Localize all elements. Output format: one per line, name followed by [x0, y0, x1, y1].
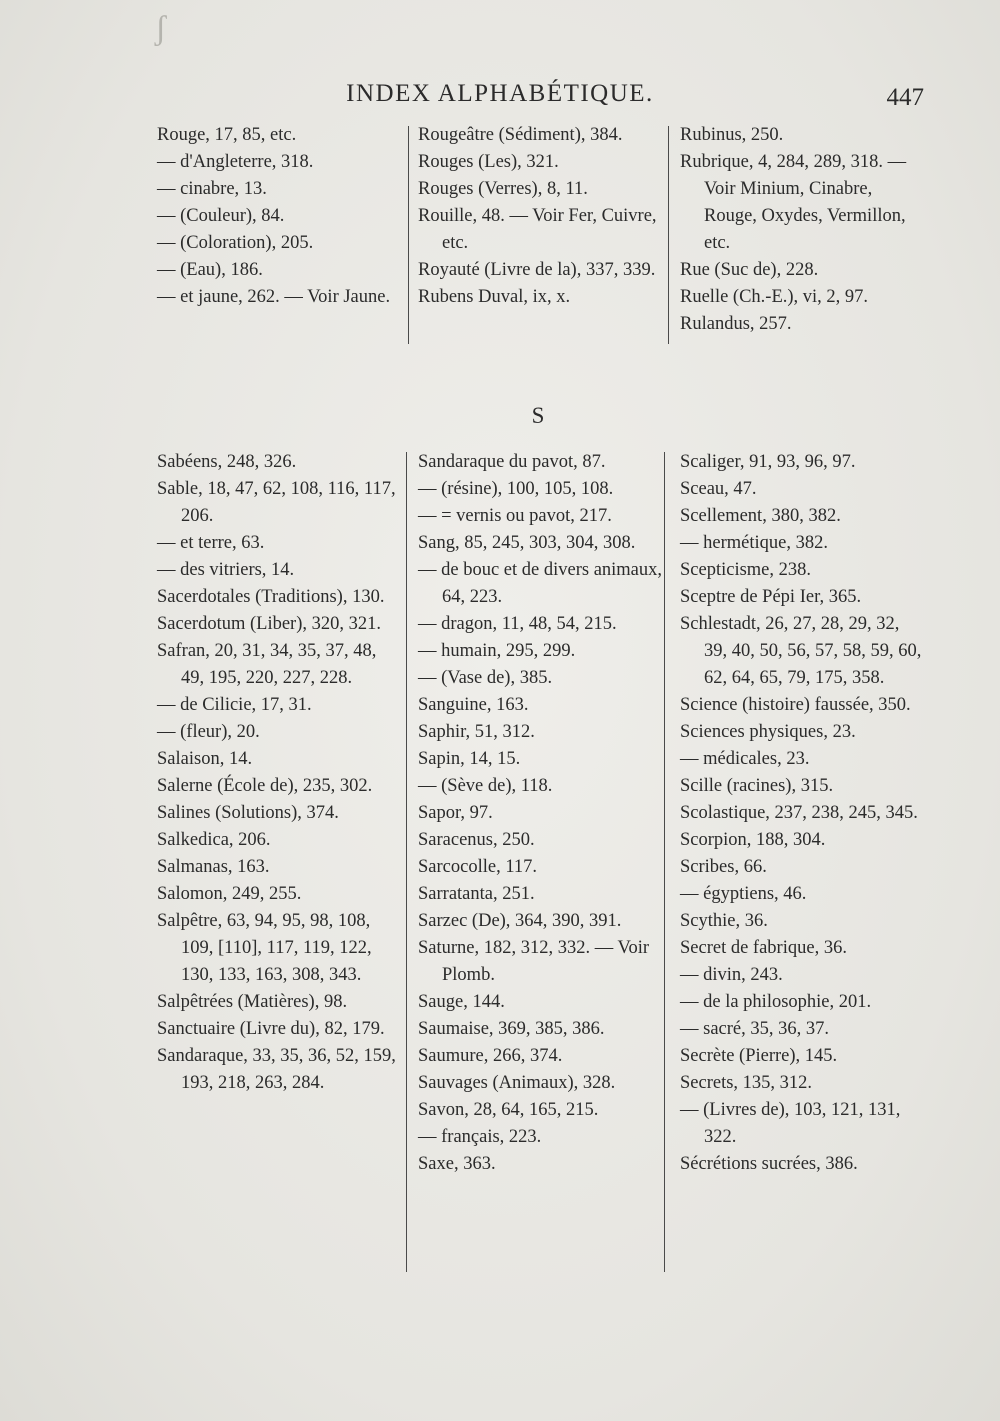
index-column-bottom-1 [157, 449, 397, 1097]
index-entry: Sabéens, 248, 326. [157, 452, 297, 472]
index-entry: Salaison, 14. [157, 749, 253, 769]
index-entry: Rouges (Les), 321. [418, 152, 559, 172]
index-entry: — médicales, 23. [680, 749, 810, 769]
column-divider [406, 452, 407, 1272]
index-entry: — (fleur), 20. [157, 722, 260, 742]
index-entry: Scythie, 36. [680, 911, 768, 931]
index-entry: — cinabre, 13. [157, 179, 267, 199]
index-entry: — et jaune, 262. — Voir Jaune. [157, 287, 391, 307]
index-entry: Sandaraque, 33, 35, 36, 52, 159, 193, 218, 263, 284. [157, 1046, 396, 1093]
column-divider [408, 126, 409, 344]
index-entry: — d'Angleterre, 318. [157, 152, 314, 172]
index-entry: Rubinus, 250. [680, 125, 784, 145]
index-entry: Sécrétions sucrées, 386. [680, 1154, 858, 1174]
index-entry: Salpêtre, 63, 94, 95, 98, 108, 109, [110], 117, 119, 122, 130, 133, 163, 308, 343. [157, 911, 372, 985]
index-entry: Science (histoire) faussée, 350. [680, 695, 911, 715]
index-entry: Sceau, 47. [680, 479, 757, 499]
index-entry: — (Sève de), 118. [418, 776, 553, 796]
index-entry: Ruelle (Ch.-E.), vi, 2, 97. [680, 287, 869, 307]
index-entry: — (Livres de), 103, 121, 131, 322. [680, 1100, 901, 1147]
index-entry: Royauté (Livre de la), 337, 339. [418, 260, 656, 280]
index-entry: — (Coloration), 205. [157, 233, 314, 253]
index-entry: Saphir, 51, 312. [418, 722, 535, 742]
index-entry: Sanguine, 163. [418, 695, 529, 715]
index-entry: — de Cilicie, 17, 31. [157, 695, 312, 715]
index-entry: Rubens Duval, ix, x. [418, 287, 571, 307]
index-entry: — humain, 295, 299. [418, 641, 576, 661]
index-entry: — de bouc et de divers animaux, 64, 223. [418, 560, 663, 607]
index-entry: — dragon, 11, 48, 54, 215. [418, 614, 617, 634]
index-entry: Sandaraque du pavot, 87. [418, 452, 606, 472]
index-column-bottom-2 [418, 449, 663, 1178]
index-column-top-2 [418, 122, 663, 311]
index-entry: Rouille, 48. — Voir Fer, Cuivre, etc. [418, 206, 657, 253]
index-entry: Saumaise, 369, 385, 386. [418, 1019, 605, 1039]
index-column-top-3 [680, 122, 925, 338]
index-entry: Sceptre de Pépi Ier, 365. [680, 587, 862, 607]
index-entry: — égyptiens, 46. [680, 884, 807, 904]
index-entry: Saturne, 182, 312, 332. — Voir Plomb. [418, 938, 650, 985]
index-entry: — (résine), 100, 105, 108. [418, 479, 614, 499]
index-entry: Sanctuaire (Livre du), 82, 179. [157, 1019, 385, 1039]
index-entry: Scolastique, 237, 238, 245, 345. [680, 803, 918, 823]
index-entry: Secrets, 135, 312. [680, 1073, 813, 1093]
index-entry: — (Eau), 186. [157, 260, 263, 280]
index-entry: — divin, 243. [680, 965, 783, 985]
index-entry: Sauge, 144. [418, 992, 505, 1012]
index-entry: Salpêtrées (Matières), 98. [157, 992, 348, 1012]
index-entry: Saxe, 363. [418, 1154, 496, 1174]
index-entry: — (Couleur), 84. [157, 206, 285, 226]
index-entry: Rubrique, 4, 284, 289, 318. — Voir Minium, Cinabre, Rouge, Oxydes, Vermillon, etc. [680, 152, 907, 253]
index-entry: — (Vase de), 385. [418, 668, 553, 688]
page-title: INDEX ALPHABÉTIQUE. [346, 80, 654, 107]
index-entry: — de la philosophie, 201. [680, 992, 872, 1012]
index-entry: Scaliger, 91, 93, 96, 97. [680, 452, 856, 472]
index-entry: Sacerdotum (Liber), 320, 321. [157, 614, 381, 634]
index-entry: Rouge, 17, 85, etc. [157, 125, 297, 145]
index-entry: Rougeâtre (Sédiment), 384. [418, 125, 623, 145]
index-entry: Sarzec (De), 364, 390, 391. [418, 911, 622, 931]
index-entry: — hermétique, 382. [680, 533, 828, 553]
index-entry: Sacerdotales (Traditions), 130. [157, 587, 385, 607]
index-entry: Sarratanta, 251. [418, 884, 535, 904]
section-letter: S [531, 403, 545, 428]
index-entry: Salomon, 249, 255. [157, 884, 302, 904]
index-entry: Sciences physiques, 23. [680, 722, 856, 742]
index-entry: Salines (Solutions), 374. [157, 803, 339, 823]
index-entry: Saumure, 266, 374. [418, 1046, 563, 1066]
column-divider [668, 126, 669, 344]
column-divider [664, 452, 665, 1272]
index-entry: — sacré, 35, 36, 37. [680, 1019, 829, 1039]
index-entry: Scellement, 380, 382. [680, 506, 841, 526]
index-entry: Savon, 28, 64, 165, 215. [418, 1100, 599, 1120]
index-entry: Safran, 20, 31, 34, 35, 37, 48, 49, 195, 220, 227, 228. [157, 641, 377, 688]
page-number: 447 [886, 84, 924, 111]
index-entry: — et terre, 63. [157, 533, 265, 553]
index-entry: Scille (racines), 315. [680, 776, 834, 796]
index-entry: Scepticisme, 238. [680, 560, 812, 580]
index-entry: Sable, 18, 47, 62, 108, 116, 117, 206. [157, 479, 396, 526]
index-entry: — = vernis ou pavot, 217. [418, 506, 612, 526]
index-entry: Rouges (Verres), 8, 11. [418, 179, 588, 199]
index-entry: — français, 223. [418, 1127, 542, 1147]
index-entry: Sapin, 14, 15. [418, 749, 521, 769]
index-entry: Sang, 85, 245, 303, 304, 308. [418, 533, 636, 553]
index-entry: Secret de fabrique, 36. [680, 938, 847, 958]
index-entry: Rue (Suc de), 228. [680, 260, 819, 280]
index-entry: Sauvages (Animaux), 328. [418, 1073, 616, 1093]
index-entry: Salmanas, 163. [157, 857, 270, 877]
index-column-bottom-3 [680, 449, 925, 1178]
index-entry: Salerne (École de), 235, 302. [157, 776, 373, 796]
index-entry: Scribes, 66. [680, 857, 767, 877]
index-entry: Sapor, 97. [418, 803, 493, 823]
ink-mark: ʃ [155, 10, 167, 47]
index-entry: Schlestadt, 26, 27, 28, 29, 32, 39, 40, 50, 56, 57, 58, 59, 60, 62, 64, 65, 79, 175, 358. [680, 614, 922, 688]
index-entry: Sarcocolle, 117. [418, 857, 538, 877]
index-entry: Secrète (Pierre), 145. [680, 1046, 838, 1066]
index-entry: Rulandus, 257. [680, 314, 792, 334]
index-entry: Saracenus, 250. [418, 830, 535, 850]
index-entry: Salkedica, 206. [157, 830, 271, 850]
index-entry: Scorpion, 188, 304. [680, 830, 826, 850]
index-entry: — des vitriers, 14. [157, 560, 295, 580]
index-column-top-1 [157, 122, 397, 311]
